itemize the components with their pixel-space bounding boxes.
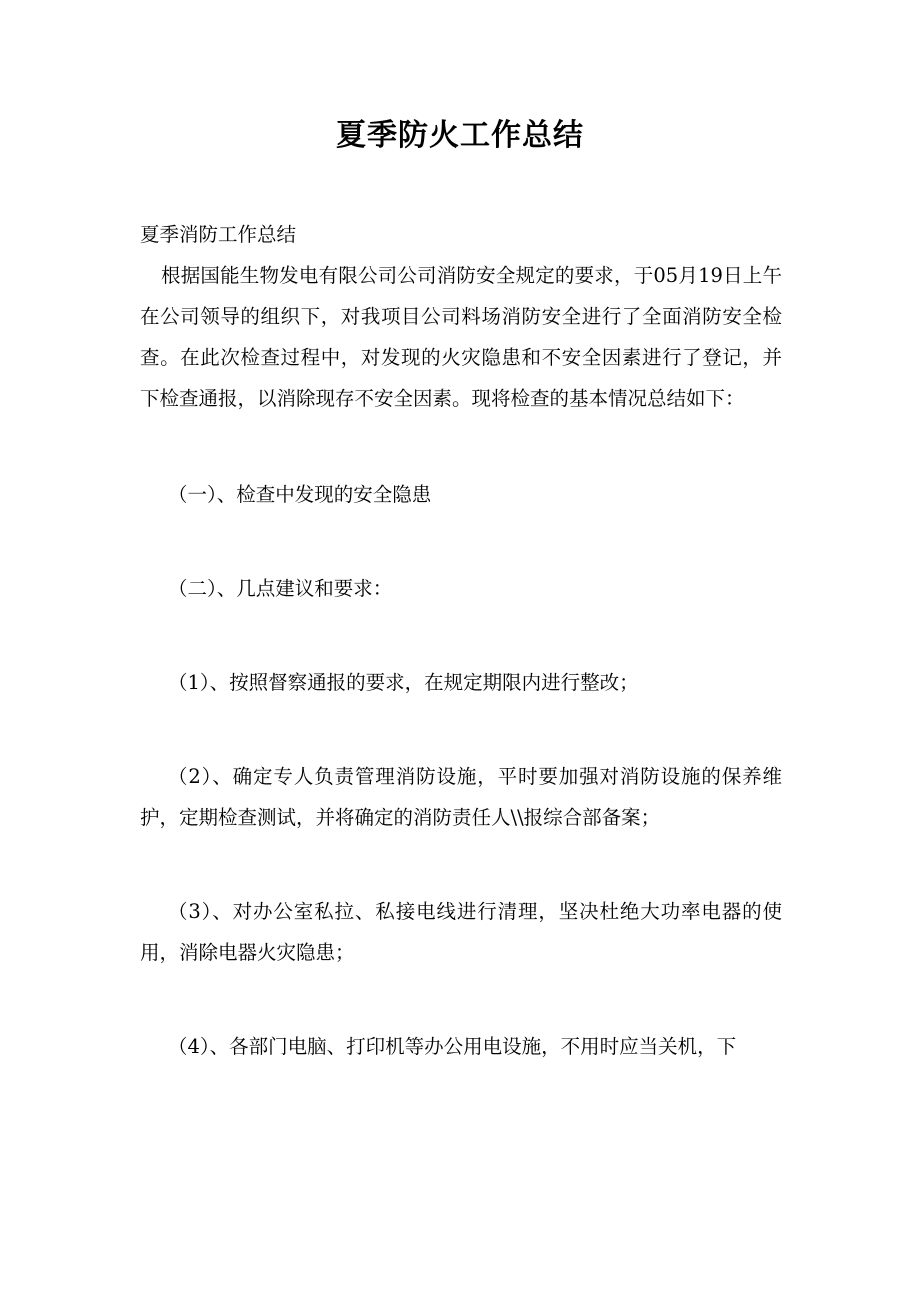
item-1-paragraph: （1）、按照督察通报的要求，在规定期限内进行整改； xyxy=(168,671,639,694)
paragraph-spacer xyxy=(140,609,782,662)
paragraph-spacer xyxy=(140,703,782,756)
document-body xyxy=(140,214,782,1067)
paragraph-spacer xyxy=(140,419,782,474)
section-1-heading: （一）、检查中发现的安全隐患 xyxy=(168,483,432,506)
item-2-paragraph: （2）、确定专人负责管理消防设施，平时要加强对消防设施的保养维护，定期检查测试，并将确定的消防责任人\\报综合部备案； xyxy=(140,765,782,829)
item-4-paragraph: （4）、各部门电脑、打印机等办公用电设施，不用时应当关机，下 xyxy=(168,1035,737,1058)
paragraph-spacer xyxy=(140,515,782,568)
section-2-heading: （二）、几点建议和要求： xyxy=(168,577,393,600)
paragraph-spacer xyxy=(140,973,782,1026)
document-title: 夏季防火工作总结 xyxy=(336,118,584,153)
paragraph-spacer xyxy=(140,838,782,891)
item-3-paragraph: （3）、对办公室私拉、私接电线进行清理，坚决杜绝大功率电器的使用，消除电器火灾隐患； xyxy=(140,900,782,964)
document-subtitle: 夏季消防工作总结 xyxy=(140,223,297,246)
intro-paragraph: 根据国能生物发电有限公司公司消防安全规定的要求，于05月19日上午在公司领导的组织下，对我项目公司料场消防安全进行了全面消防安全检查。在此次检查过程中，对发现的火灾隐患和不安全因素进行了登记，并下检查通报，以消除现存不安全因素。现将检查的基本情况总结如下： xyxy=(140,264,782,410)
